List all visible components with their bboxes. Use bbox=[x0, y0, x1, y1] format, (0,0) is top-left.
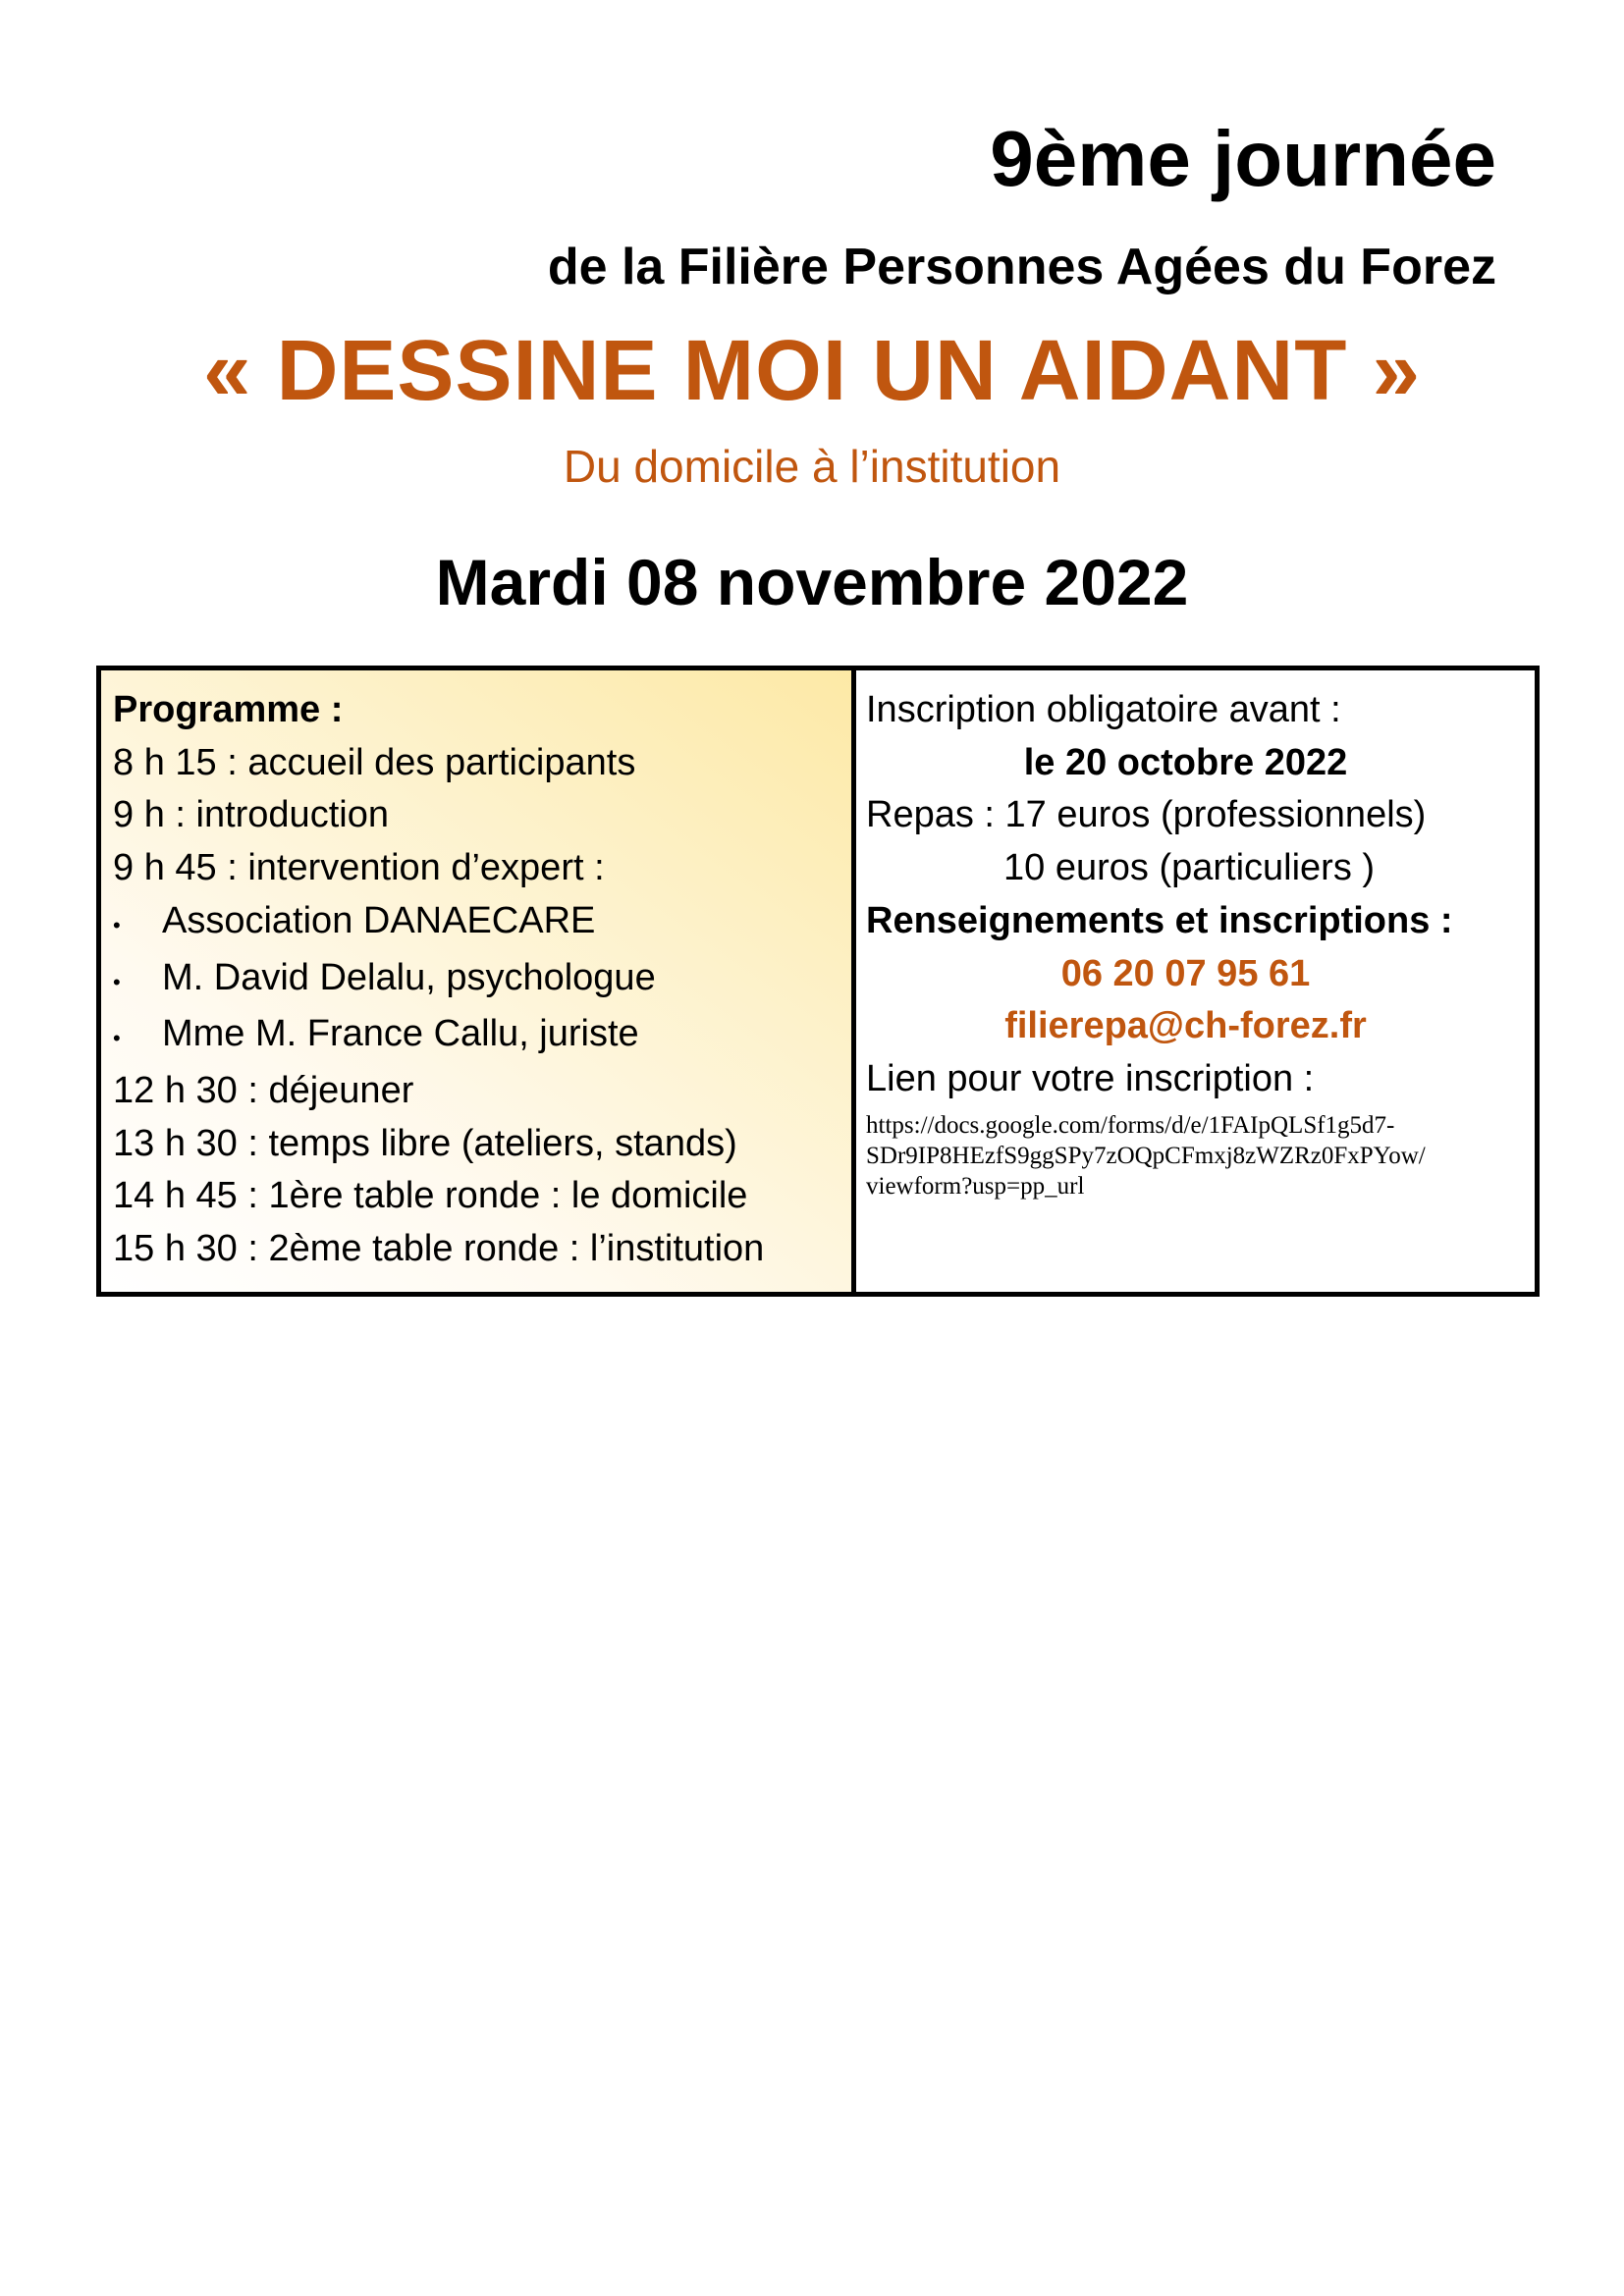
meal-price-private: 10 euros (particuliers ) bbox=[1003, 847, 1376, 889]
registration-link[interactable] bbox=[866, 1110, 1494, 1201]
bullet-icon: • bbox=[113, 1026, 121, 1051]
programme-item: 15 h 30 : 2ème table ronde : l’institution bbox=[113, 1228, 765, 1270]
meal-price-pro: Repas : 17 euros (professionnels) bbox=[866, 794, 1427, 836]
link-label: Lien pour votre inscription : bbox=[866, 1057, 1315, 1099]
expert-name: Mme M. France Callu, juriste bbox=[162, 1013, 639, 1055]
contact-label: Renseignements et inscriptions : bbox=[866, 899, 1453, 941]
expert-name: M. David Delalu, psychologue bbox=[162, 956, 656, 998]
event-subtitle: Du domicile à l’institution bbox=[563, 441, 1061, 492]
registration-link-line[interactable]: https://docs.google.com/forms/d/e/1FAIpQLSf1g5d7- bbox=[866, 1111, 1395, 1139]
bullet-icon: • bbox=[113, 912, 121, 937]
deadline-label: Inscription obligatoire avant : bbox=[866, 689, 1341, 730]
info-box bbox=[96, 666, 1540, 1297]
edition-title: 9ème journée bbox=[990, 115, 1496, 202]
contact-phone[interactable]: 06 20 07 95 61 bbox=[1060, 952, 1311, 994]
event-date: Mardi 08 novembre 2022 bbox=[435, 546, 1189, 618]
programme-item: 12 h 30 : déjeuner bbox=[113, 1069, 414, 1111]
registration-link-line[interactable]: SDr9IP8HEzfS9ggSPy7zOQpCFmxj8zWZRz0FxPYow/ bbox=[866, 1142, 1426, 1169]
bullet-icon: • bbox=[113, 969, 121, 994]
event-title: « DESSINE MOI UN AIDANT » bbox=[203, 323, 1421, 418]
expert-list-item bbox=[113, 895, 851, 952]
programme-item: 14 h 45 : 1ère table ronde : le domicile bbox=[113, 1175, 748, 1217]
programme-item: 13 h 30 : temps libre (ateliers, stands) bbox=[113, 1122, 737, 1164]
programme-item: 9 h 45 : intervention d’expert : bbox=[113, 847, 605, 889]
programme-panel bbox=[101, 670, 856, 1292]
expert-name: Association DANAECARE bbox=[162, 899, 596, 941]
programme-item: 8 h 15 : accueil des participants bbox=[113, 741, 636, 783]
expert-list-item bbox=[113, 952, 851, 1009]
expert-list-item bbox=[113, 1008, 851, 1065]
contact-email[interactable]: filierepa@ch-forez.fr bbox=[1004, 1005, 1367, 1047]
programme-item: 9 h : introduction bbox=[113, 794, 389, 836]
network-name: de la Filière Personnes Agées du Forez bbox=[547, 239, 1496, 295]
registration-panel bbox=[856, 670, 1535, 1292]
registration-link-line[interactable]: viewform?usp=pp_url bbox=[866, 1172, 1085, 1200]
programme-heading: Programme : bbox=[113, 689, 344, 730]
deadline-date: le 20 octobre 2022 bbox=[1023, 741, 1348, 783]
